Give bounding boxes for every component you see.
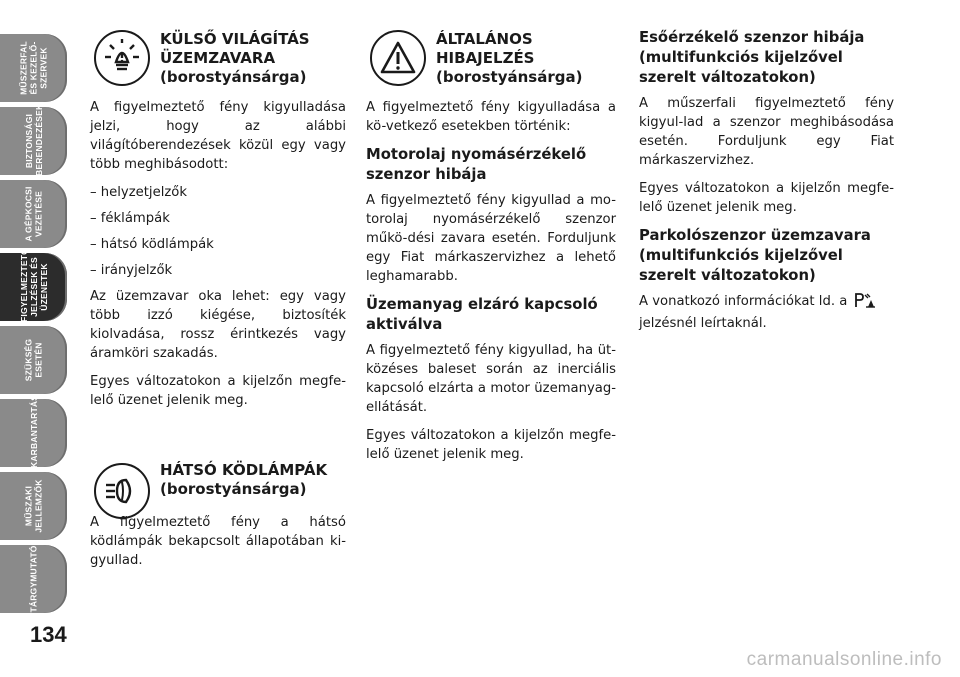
- paragraph: A figyelmeztető fény kigyulladása jelzi, hogy az alábbi világítóberendezések közül egy vagy több meghibásodott:: [90, 100, 346, 172]
- paragraph: A figyelmeztető fény kigyulladása a kö-vetkező esetekben történik:: [366, 100, 616, 134]
- exterior-light-failure-icon: [94, 30, 150, 86]
- paragraph: A figyelmeztető fény kigyullad a mo-torolaj nyomásérzékelő szenzor műkö-dési zavara esetén. Forduljunk egy Fiat márkaszervizhez a lehető leghamarabb.: [366, 193, 616, 284]
- rear-fog-light-icon: [94, 463, 150, 519]
- paragraph: A figyelmeztető fény kigyullad, ha üt-közéses baleset során az inerciális kapcsoló elzárta a motor üzemanyag-ellátását.: [366, 343, 616, 415]
- page-number: 134: [30, 622, 67, 647]
- subheading-fuel-cutoff: Üzemanyag elzáró kapcsoló aktiválva: [366, 296, 598, 333]
- tab-karbantartas[interactable]: [0, 394, 67, 468]
- tab-label: TÁRGYMUTATÓ: [28, 545, 39, 613]
- section-title: ÁLTALÁNOS: [436, 30, 533, 48]
- section-header-rear-fog: [90, 453, 346, 511]
- subheading-oil-sensor: Motorolaj nyomásérzékelő szenzor hibája: [366, 146, 587, 183]
- section-header-general-failure: [366, 22, 616, 96]
- section-subtitle: (borostyánsárga): [160, 480, 307, 498]
- section-title: KÜLSŐ VILÁGÍTÁS: [160, 30, 310, 48]
- section-title: HÁTSÓ KÖDLÁMPÁK: [160, 461, 328, 479]
- tab-label: A GÉPKOCSI VEZETÉSE: [23, 186, 44, 242]
- tab-muszerfal[interactable]: [0, 34, 67, 102]
- section-header-exterior-lights: [90, 22, 346, 96]
- list-item: – hátsó ködlámpák: [90, 237, 214, 252]
- general-warning-icon: [370, 30, 426, 86]
- paragraph: Egyes változatokon a kijelzőn megfe-lelő üzenet jelenik meg.: [90, 374, 346, 408]
- list-item: – helyzetjelzők: [90, 185, 188, 200]
- tab-label: MŰSZERFAL ÉS KEZELŐ- SZERVEK: [18, 41, 49, 95]
- failure-list: [90, 183, 346, 280]
- subheading-rain-sensor: Esőérzékelő szenzor hibája (multifunkciós kijelzővel szerelt változatokon): [639, 29, 865, 86]
- paragraph: Az üzemzavar oka lehet: egy vagy több izzó kiégése, biztosíték kiolvadása, rossz érintkezés vagy áramköri szakadás.: [90, 289, 346, 361]
- tab-label: FIGYELMEZTETŐ JELZÉSEK ÉS ÜZENETEK: [18, 248, 49, 322]
- paragraph: A figyelmeztető fény a hátsó ködlámpák bekapcsolt állapotában ki-gyullad.: [90, 515, 346, 568]
- tab-biztonsagi[interactable]: [0, 103, 67, 176]
- parking-sensor-icon: [855, 292, 875, 314]
- column-3: [639, 22, 894, 342]
- watermark: carmanualsonline.info: [746, 649, 942, 670]
- tab-szukseg[interactable]: [0, 326, 67, 394]
- paragraph-text: A vonatkozó információkat ld. a: [639, 294, 848, 309]
- paragraph: Egyes változatokon a kijelzőn megfe-lelő üzenet jelenik meg.: [639, 181, 894, 215]
- tab-label: SZÜKSÉG ESETÉN: [23, 338, 44, 382]
- tab-muszaki[interactable]: [0, 472, 67, 540]
- column-1: [90, 22, 346, 579]
- paragraph: A műszerfali figyelmeztető fény kigyul-lad a szenzor meghibásodása esetén. Forduljunk egy Fiat márkaszervizhez.: [639, 96, 894, 168]
- column-2: [366, 22, 616, 473]
- subheading-parking-sensor: Parkolószenzor üzemzavara (multifunkciós kijelzővel szerelt változatokon): [639, 227, 871, 284]
- list-item: – irányjelzők: [90, 263, 173, 278]
- paragraph: Egyes változatokon a kijelzőn megfe-lelő üzenet jelenik meg.: [366, 428, 616, 462]
- tab-gepkocsi[interactable]: [0, 180, 67, 248]
- paragraph: [639, 292, 894, 333]
- paragraph-text: jelzésnél leírtaknál.: [639, 316, 767, 331]
- tab-targymutato[interactable]: [0, 545, 67, 613]
- tab-figyelmezteto[interactable]: [0, 248, 67, 322]
- section-title: ÜZEMZAVARA: [160, 49, 276, 67]
- section-title: HIBAJELZÉS: [436, 49, 535, 67]
- tab-label: MŰSZAKI JELLEMZŐK: [23, 479, 44, 533]
- section-subtitle: (borostyánsárga): [436, 68, 583, 86]
- list-item: – féklámpák: [90, 211, 170, 226]
- tab-label: KARBANTARTÁS: [28, 394, 39, 468]
- section-subtitle: (borostyánsárga): [160, 68, 307, 86]
- tab-label: BIZTONSÁGI BERENDEZÉSEK: [23, 103, 44, 176]
